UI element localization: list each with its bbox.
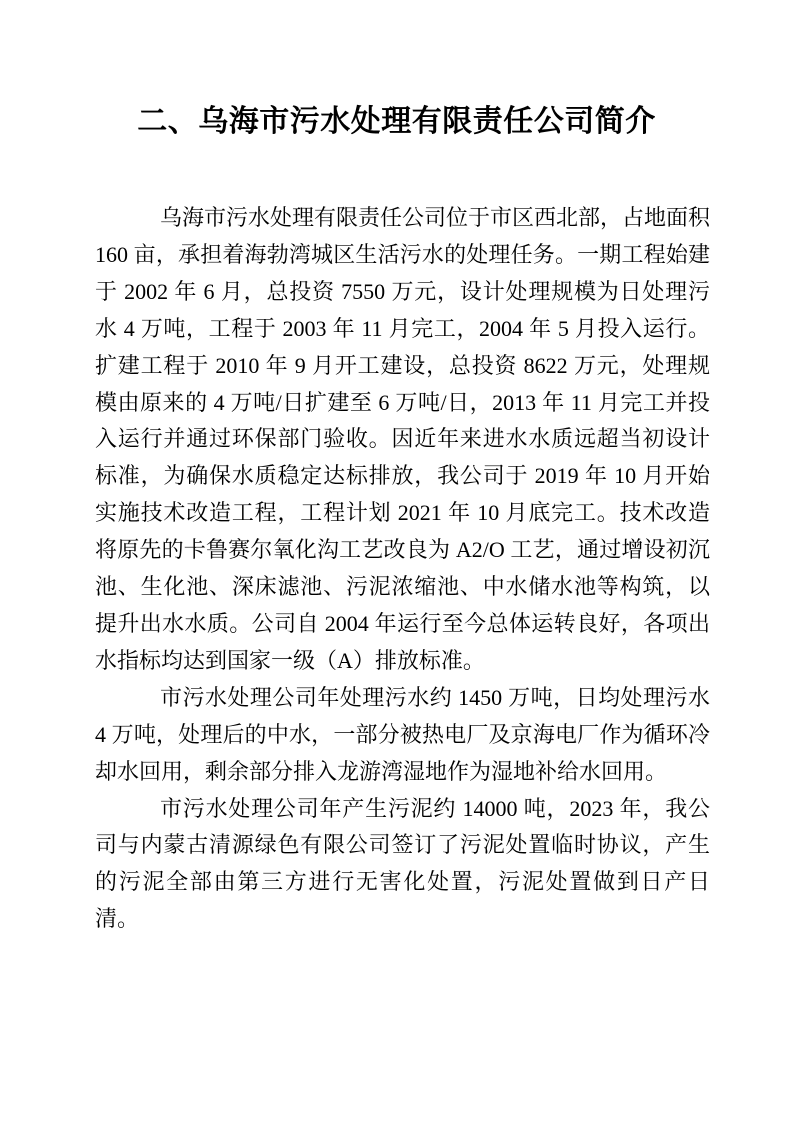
paragraph-sludge-disposal: 市污水处理公司年产生污泥约 14000 吨，2023 年，我公司与内蒙古清源绿色有限公司签订了污泥处置临时协议，产生的污泥全部由第三方进行无害化处置，污泥处置做到日产日清。 bbox=[95, 795, 710, 932]
paragraph-company-overview: 乌海市污水处理有限责任公司位于市区西北部，占地面积 160 亩，承担着海勃湾城区生活污水的处理任务。一期工程始建于 2002 年 6 月，总投资 7550 万元，设计处理规模为日处理污水 4 万吨，工程于 2003 年 11 月完工，2004 年 5 月投入运行。扩建工程于 2010 年 9 月开工建设，总投资 8622 万元，处理规模由原来的 4 万吨/日扩建至 6 万吨/日，2013 年 11 月完工并投入运行并通过环保部门验收。因近年来进水水质远超当初设计标准，为确保水质稳定达标排放，我公司于 2019 年 10 月开始实施技术改造工程，工程计划 2021 年 10 月底完工。技术改造将原先的卡鲁赛尔氧化沟工艺改良为 A2/O 工艺，通过增设初沉池、生化池、深床滤池、污泥浓缩池、中水储水池等构筑，以提升出水水质。公司自 2004 年运行至今总体运转良好，各项出水指标均达到国家一级（A）排放标准。 bbox=[95, 205, 711, 673]
paragraph-water-reuse: 市污水处理公司年处理污水约 1450 万吨，日均处理污水 4 万吨，处理后的中水，一部分被热电厂及京海电厂作为循环冷却水回用，剩余部分排入龙游湾湿地作为湿地补给水回用。 bbox=[95, 684, 710, 784]
document-title: 二、乌海市污水处理有限责任公司简介 bbox=[137, 105, 656, 138]
document-body bbox=[95, 200, 710, 938]
